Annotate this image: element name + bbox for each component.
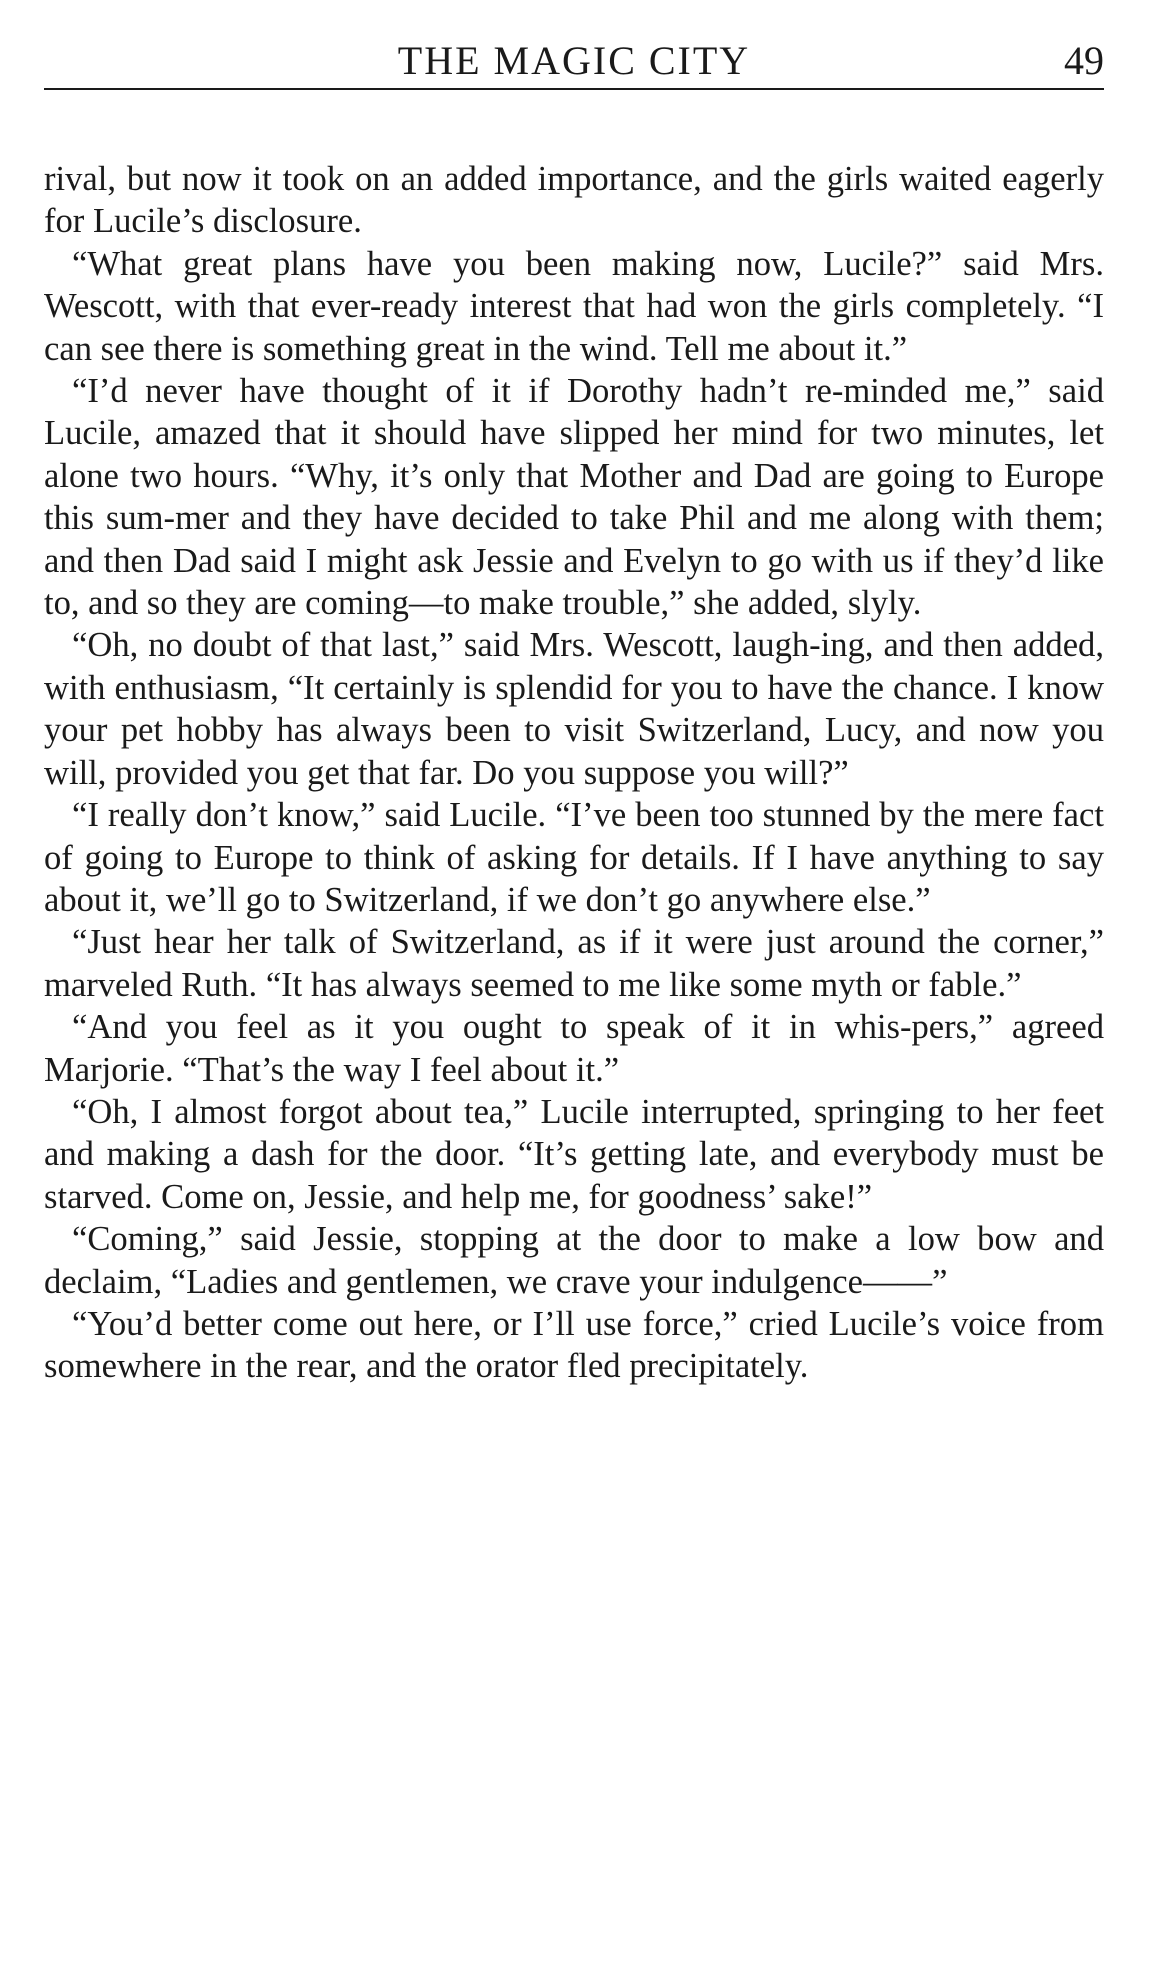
paragraph: “You’d better come out here, or I’ll use force,” cried Lucile’s voice from somewhere in the rear, and the orator fled precipitately.	[44, 1304, 1104, 1386]
running-title: THE MAGIC CITY	[397, 38, 751, 83]
paragraph: “I’d never have thought of it if Dorothy hadn’t re-minded me,” said Lucile, amazed that it should have slipped her mind for two minutes, let alone two hours. “Why, it’s only that Mother and Dad are going to Europe this sum-mer and they have decided to take Phil and me along with them; and then Dad said I might ask Jessie and Evelyn to go with us if they’d like to, and so they are coming—to make trouble,” she added, slyly.	[44, 372, 1104, 623]
page-number: 49	[1064, 38, 1104, 83]
header-rule	[44, 88, 1104, 90]
paragraph: “And you feel as it you ought to speak of it in whis-pers,” agreed Marjorie. “That’s the way I feel about it.”	[44, 1008, 1104, 1089]
paragraph: “Oh, I almost forgot about tea,” Lucile interrupted, springing to her feet and making a dash for the door. “It’s getting late, and everybody must be starved. Come on, Jessie, and help me, for goodness’ sake!”	[44, 1092, 1104, 1216]
paragraph: “Coming,” said Jessie, stopping at the door to make a low bow and declaim, “Ladies and gentlemen, we crave your indulgence——”	[44, 1220, 1104, 1301]
paragraph: “Just hear her talk of Switzerland, as if it were just around the corner,” marveled Ruth. “It has always seemed to me like some myth or fable.”	[44, 923, 1104, 1004]
paragraph: “I really don’t know,” said Lucile. “I’ve been too stunned by the mere fact of going to Europe to think of asking for details. If I have anything to say about it, we’ll go to Switzerland, if we don’t go anywhere else.”	[44, 796, 1104, 919]
paragraph: “What great plans have you been making now, Lucile?” said Mrs. Wescott, with that ever-ready interest that had won the girls completely. “I can see there is something great in the wind. Tell me about it.”	[44, 244, 1104, 368]
paragraph: rival, but now it took on an added importance, and the girls waited eagerly for Lucile’s disclosure.	[44, 160, 1104, 241]
body-text	[44, 158, 1104, 1388]
paragraph: “Oh, no doubt of that last,” said Mrs. Wescott, laugh-ing, and then added, with enthusiasm, “It certainly is splendid for you to have the chance. I know your pet hobby has always been to visit Switzerland, Lucy, and now you will, provided you get that far. Do you suppose you will?”	[44, 626, 1104, 792]
running-head	[44, 36, 1104, 90]
